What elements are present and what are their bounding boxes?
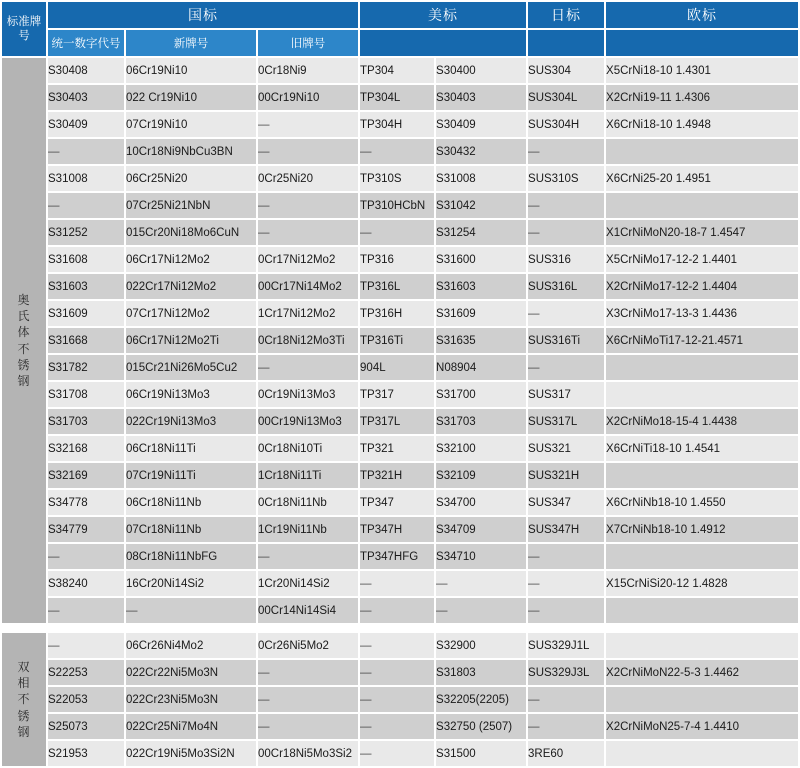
cell-r0-c3: TP304 — [360, 58, 434, 83]
table-row — [2, 714, 798, 739]
table-row — [2, 193, 798, 218]
group-separator — [2, 625, 798, 631]
cell-r14-c3: TP321 — [360, 436, 434, 461]
cell-r7-c5: SUS316 — [528, 247, 604, 272]
cell-r16-c6: X6CrNiNb18-10 1.4550 — [606, 490, 798, 515]
header-group-jis: 日标 — [528, 2, 604, 28]
cell-r9-c6: X3CrNiMo17-13-3 1.4436 — [606, 301, 798, 326]
table-row — [2, 544, 798, 569]
cell-r14-c0: S32168 — [48, 436, 124, 461]
cell-r17-c6: X7CrNiNb18-10 1.4912 — [606, 517, 798, 542]
table-row — [2, 687, 798, 712]
row-group-austenitic-char-0: 奥 — [17, 292, 31, 307]
cell-r10-c6: X6CrNiMoTi17-12-21.4571 — [606, 328, 798, 353]
row-group-duplex-char-3: 锈 — [17, 708, 31, 723]
cell-r7-c3: TP316 — [360, 247, 434, 272]
cell-r20-c3: — — [360, 598, 434, 623]
cell-r2-c4: S30409 — [436, 112, 526, 137]
cell-r18-c5: — — [528, 544, 604, 569]
table-row — [2, 139, 798, 164]
cell-r15-c4: S32109 — [436, 463, 526, 488]
cell-r8-c2: 00Cr17Ni14Mo2 — [258, 274, 358, 299]
cell-r0-c6: X5CrNi18-10 1.4301 — [606, 58, 798, 83]
cell-r4-c0: S31008 — [48, 166, 124, 191]
cell-r102-c1: 022Cr23Ni5Mo3N — [126, 687, 256, 712]
cell-r1-c6: X2CrNi19-11 1.4306 — [606, 85, 798, 110]
cell-r20-c2: 00Cr14Ni14Si4 — [258, 598, 358, 623]
cell-r13-c5: SUS317L — [528, 409, 604, 434]
cell-r14-c6: X6CrNiTi18-10 1.4541 — [606, 436, 798, 461]
cell-r13-c4: S31703 — [436, 409, 526, 434]
header-group-en: 欧标 — [606, 2, 798, 28]
cell-r3-c1: 10Cr18Ni9NbCu3BN — [126, 139, 256, 164]
cell-r100-c0: — — [48, 633, 124, 658]
cell-r10-c1: 06Cr17Ni12Mo2Ti — [126, 328, 256, 353]
cell-r2-c5: SUS304H — [528, 112, 604, 137]
table-row — [2, 436, 798, 461]
cell-r12-c3: TP317 — [360, 382, 434, 407]
cell-r16-c1: 06Cr18Ni11Nb — [126, 490, 256, 515]
cell-r103-c2: — — [258, 714, 358, 739]
cell-r101-c3: — — [360, 660, 434, 685]
cell-r101-c4: S31803 — [436, 660, 526, 685]
header-sub-jis-blank — [528, 30, 604, 56]
cell-r19-c0: S38240 — [48, 571, 124, 596]
cell-r0-c1: 06Cr19Ni10 — [126, 58, 256, 83]
table-row — [2, 355, 798, 380]
cell-r19-c4: — — [436, 571, 526, 596]
row-group-austenitic-char-1: 氏 — [17, 309, 31, 324]
cell-r102-c0: S22053 — [48, 687, 124, 712]
cell-r12-c4: S31700 — [436, 382, 526, 407]
cell-r14-c5: SUS321 — [528, 436, 604, 461]
cell-r4-c1: 06Cr25Ni20 — [126, 166, 256, 191]
cell-r17-c4: S34709 — [436, 517, 526, 542]
cell-r3-c4: S30432 — [436, 139, 526, 164]
cell-r20-c4: — — [436, 598, 526, 623]
table-row — [2, 328, 798, 353]
cell-r18-c6 — [606, 544, 798, 569]
cell-r2-c3: TP304H — [360, 112, 434, 137]
corner-label-grade: 牌号 — [18, 15, 42, 42]
cell-r102-c6 — [606, 687, 798, 712]
table-row — [2, 301, 798, 326]
cell-r12-c0: S31708 — [48, 382, 124, 407]
cell-r7-c2: 0Cr17Ni12Mo2 — [258, 247, 358, 272]
cell-r2-c2: — — [258, 112, 358, 137]
cell-r9-c4: S31609 — [436, 301, 526, 326]
cell-r18-c1: 08Cr18Ni11NbFG — [126, 544, 256, 569]
cell-r0-c0: S30408 — [48, 58, 124, 83]
cell-r1-c3: TP304L — [360, 85, 434, 110]
cell-r19-c5: — — [528, 571, 604, 596]
cell-r9-c1: 07Cr17Ni12Mo2 — [126, 301, 256, 326]
cell-r12-c5: SUS317 — [528, 382, 604, 407]
cell-r17-c2: 1Cr19Ni11Nb — [258, 517, 358, 542]
cell-r16-c4: S34700 — [436, 490, 526, 515]
corner-label-standard: 标准 — [6, 15, 30, 28]
cell-r12-c2: 0Cr19Ni13Mo3 — [258, 382, 358, 407]
cell-r18-c0: — — [48, 544, 124, 569]
cell-r11-c3: 904L — [360, 355, 434, 380]
header-sub-gb-2: 旧牌号 — [258, 30, 358, 56]
table-row — [2, 220, 798, 245]
cell-r15-c2: 1Cr18Ni11Ti — [258, 463, 358, 488]
cell-r16-c2: 0Cr18Ni11Nb — [258, 490, 358, 515]
cell-r100-c2: 0Cr26Ni5Mo2 — [258, 633, 358, 658]
cell-r3-c5: — — [528, 139, 604, 164]
cell-r17-c5: SUS347H — [528, 517, 604, 542]
cell-r5-c6 — [606, 193, 798, 218]
cell-r5-c5: — — [528, 193, 604, 218]
cell-r6-c3: — — [360, 220, 434, 245]
cell-r101-c1: 022Cr22Ni5Mo3N — [126, 660, 256, 685]
cell-r104-c1: 022Cr19Ni5Mo3Si2N — [126, 741, 256, 766]
cell-r6-c2: — — [258, 220, 358, 245]
cell-r5-c3: TP310HCbN — [360, 193, 434, 218]
row-group-austenitic-char-2: 体 — [17, 325, 31, 340]
table-row — [2, 633, 798, 658]
header-row-sub — [2, 30, 798, 56]
table-row — [2, 409, 798, 434]
cell-r4-c5: SUS310S — [528, 166, 604, 191]
cell-r11-c2: — — [258, 355, 358, 380]
cell-r20-c1: — — [126, 598, 256, 623]
cell-r4-c4: S31008 — [436, 166, 526, 191]
row-group-duplex-char-4: 钢 — [17, 724, 31, 739]
cell-r19-c3: — — [360, 571, 434, 596]
table-row — [2, 274, 798, 299]
cell-r13-c3: TP317L — [360, 409, 434, 434]
cell-r3-c0: — — [48, 139, 124, 164]
cell-r8-c4: S31603 — [436, 274, 526, 299]
cell-r15-c6 — [606, 463, 798, 488]
cell-r6-c4: S31254 — [436, 220, 526, 245]
table-row — [2, 571, 798, 596]
cell-r11-c6 — [606, 355, 798, 380]
cell-r5-c2: — — [258, 193, 358, 218]
cell-r101-c0: S22253 — [48, 660, 124, 685]
table-row — [2, 112, 798, 137]
cell-r12-c1: 06Cr19Ni13Mo3 — [126, 382, 256, 407]
cell-r14-c4: S32100 — [436, 436, 526, 461]
cell-r17-c0: S34779 — [48, 517, 124, 542]
cell-r20-c6 — [606, 598, 798, 623]
cell-r9-c3: TP316H — [360, 301, 434, 326]
header-sub-gb-1: 新牌号 — [126, 30, 256, 56]
cell-r9-c0: S31609 — [48, 301, 124, 326]
cell-r100-c4: S32900 — [436, 633, 526, 658]
cell-r102-c3: — — [360, 687, 434, 712]
cell-r6-c6: X1CrNiMoN20-18-7 1.4547 — [606, 220, 798, 245]
cell-r7-c0: S31608 — [48, 247, 124, 272]
cell-r103-c1: 022Cr25Ni7Mo4N — [126, 714, 256, 739]
cell-r13-c0: S31703 — [48, 409, 124, 434]
cell-r1-c2: 00Cr19Ni10 — [258, 85, 358, 110]
table-row — [2, 463, 798, 488]
cell-r103-c3: — — [360, 714, 434, 739]
cell-r2-c6: X6CrNi18-10 1.4948 — [606, 112, 798, 137]
cell-r15-c3: TP321H — [360, 463, 434, 488]
row-group-duplex-char-2: 不 — [17, 692, 31, 707]
cell-r10-c4: S31635 — [436, 328, 526, 353]
cell-r19-c6: X15CrNiSi20-12 1.4828 — [606, 571, 798, 596]
cell-r14-c2: 0Cr18Ni10Ti — [258, 436, 358, 461]
cell-r18-c2: — — [258, 544, 358, 569]
cell-r13-c1: 022Cr19Ni13Mo3 — [126, 409, 256, 434]
cell-r6-c5: — — [528, 220, 604, 245]
row-group-austenitic-char-3: 不 — [17, 341, 31, 356]
cell-r11-c1: 015Cr21Ni26Mo5Cu2 — [126, 355, 256, 380]
cell-r15-c1: 07Cr19Ni11Ti — [126, 463, 256, 488]
cell-r4-c6: X6CrNi25-20 1.4951 — [606, 166, 798, 191]
table-row — [2, 247, 798, 272]
cell-r7-c6: X5CrNiMo17-12-2 1.4401 — [606, 247, 798, 272]
cell-r102-c4: S32205(2205) — [436, 687, 526, 712]
cell-r18-c3: TP347HFG — [360, 544, 434, 569]
header-sub-gb-0: 统一数字代号 — [48, 30, 124, 56]
cell-r8-c0: S31603 — [48, 274, 124, 299]
cell-r15-c0: S32169 — [48, 463, 124, 488]
cell-r1-c0: S30403 — [48, 85, 124, 110]
cell-r3-c3: — — [360, 139, 434, 164]
cell-r11-c0: S31782 — [48, 355, 124, 380]
header-sub-astm-blank — [360, 30, 526, 56]
cell-r0-c4: S30400 — [436, 58, 526, 83]
cell-r103-c0: S25073 — [48, 714, 124, 739]
cell-r2-c0: S30409 — [48, 112, 124, 137]
cell-r18-c4: S34710 — [436, 544, 526, 569]
cell-r19-c1: 16Cr20Ni14Si2 — [126, 571, 256, 596]
cell-r104-c3: — — [360, 741, 434, 766]
cell-r5-c1: 07Cr25Ni21NbN — [126, 193, 256, 218]
cell-r20-c0: — — [48, 598, 124, 623]
cell-r20-c5: — — [528, 598, 604, 623]
cell-r103-c4: S32750 (2507) — [436, 714, 526, 739]
cell-r100-c1: 06Cr26Ni4Mo2 — [126, 633, 256, 658]
cell-r103-c5: — — [528, 714, 604, 739]
cell-r13-c2: 00Cr19Ni13Mo3 — [258, 409, 358, 434]
row-group-austenitic-char-4: 锈 — [17, 357, 31, 372]
table-corner-label — [2, 2, 46, 56]
table-row — [2, 382, 798, 407]
cell-r100-c6 — [606, 633, 798, 658]
cell-r101-c5: SUS329J3L — [528, 660, 604, 685]
cell-r11-c4: N08904 — [436, 355, 526, 380]
cell-r9-c5: — — [528, 301, 604, 326]
cell-r1-c4: S30403 — [436, 85, 526, 110]
cell-r11-c5: — — [528, 355, 604, 380]
cell-r10-c3: TP316Ti — [360, 328, 434, 353]
table-row — [2, 517, 798, 542]
cell-r104-c2: 00Cr18Ni5Mo3Si2 — [258, 741, 358, 766]
table-row — [2, 166, 798, 191]
cell-r104-c4: S31500 — [436, 741, 526, 766]
cell-r6-c0: S31252 — [48, 220, 124, 245]
row-group-duplex — [2, 633, 46, 766]
cell-r15-c5: SUS321H — [528, 463, 604, 488]
cell-r102-c5: — — [528, 687, 604, 712]
cell-r4-c3: TP310S — [360, 166, 434, 191]
cell-r103-c6: X2CrNiMoN25-7-4 1.4410 — [606, 714, 798, 739]
table-row — [2, 660, 798, 685]
cell-r5-c0: — — [48, 193, 124, 218]
cell-r14-c1: 06Cr18Ni11Ti — [126, 436, 256, 461]
row-group-austenitic — [2, 58, 46, 623]
cell-r104-c0: S21953 — [48, 741, 124, 766]
cell-r19-c2: 1Cr20Ni14Si2 — [258, 571, 358, 596]
cell-r102-c2: — — [258, 687, 358, 712]
row-group-duplex-char-1: 相 — [17, 676, 31, 691]
cell-r2-c1: 07Cr19Ni10 — [126, 112, 256, 137]
table-row — [2, 85, 798, 110]
group-separator-cell — [2, 625, 798, 631]
table-row — [2, 741, 798, 766]
table-row — [2, 598, 798, 623]
cell-r16-c0: S34778 — [48, 490, 124, 515]
cell-r104-c6 — [606, 741, 798, 766]
cell-r9-c2: 1Cr17Ni12Mo2 — [258, 301, 358, 326]
cell-r10-c5: SUS316Ti — [528, 328, 604, 353]
header-group-astm: 美标 — [360, 2, 526, 28]
cell-r7-c1: 06Cr17Ni12Mo2 — [126, 247, 256, 272]
cell-r104-c5: 3RE60 — [528, 741, 604, 766]
cell-r8-c5: SUS316L — [528, 274, 604, 299]
header-group-gb: 国标 — [48, 2, 358, 28]
header-sub-en-blank — [606, 30, 798, 56]
cell-r8-c6: X2CrNiMo17-12-2 1.4404 — [606, 274, 798, 299]
cell-r4-c2: 0Cr25Ni20 — [258, 166, 358, 191]
cell-r3-c6 — [606, 139, 798, 164]
cell-r17-c1: 07Cr18Ni11Nb — [126, 517, 256, 542]
header-row-top — [2, 2, 798, 28]
row-group-duplex-char-0: 双 — [17, 660, 31, 675]
cell-r7-c4: S31600 — [436, 247, 526, 272]
row-group-austenitic-char-5: 钢 — [17, 373, 31, 388]
cell-r100-c3: — — [360, 633, 434, 658]
table-row — [2, 58, 798, 83]
cell-r1-c5: SUS304L — [528, 85, 604, 110]
cell-r0-c2: 0Cr18Ni9 — [258, 58, 358, 83]
cell-r10-c0: S31668 — [48, 328, 124, 353]
table-row — [2, 490, 798, 515]
cell-r101-c2: — — [258, 660, 358, 685]
cell-r1-c1: 022 Cr19Ni10 — [126, 85, 256, 110]
cell-r0-c5: SUS304 — [528, 58, 604, 83]
cell-r8-c3: TP316L — [360, 274, 434, 299]
cell-r13-c6: X2CrNiMo18-15-4 1.4438 — [606, 409, 798, 434]
cell-r17-c3: TP347H — [360, 517, 434, 542]
cell-r101-c6: X2CrNiMoN22-5-3 1.4462 — [606, 660, 798, 685]
cell-r3-c2: — — [258, 139, 358, 164]
cell-r16-c3: TP347 — [360, 490, 434, 515]
cell-r16-c5: SUS347 — [528, 490, 604, 515]
cell-r5-c4: S31042 — [436, 193, 526, 218]
cell-r12-c6 — [606, 382, 798, 407]
cell-r6-c1: 015Cr20Ni18Mo6CuN — [126, 220, 256, 245]
cell-r10-c2: 0Cr18Ni12Mo3Ti — [258, 328, 358, 353]
cell-r100-c5: SUS329J1L — [528, 633, 604, 658]
cell-r8-c1: 022Cr17Ni12Mo2 — [126, 274, 256, 299]
